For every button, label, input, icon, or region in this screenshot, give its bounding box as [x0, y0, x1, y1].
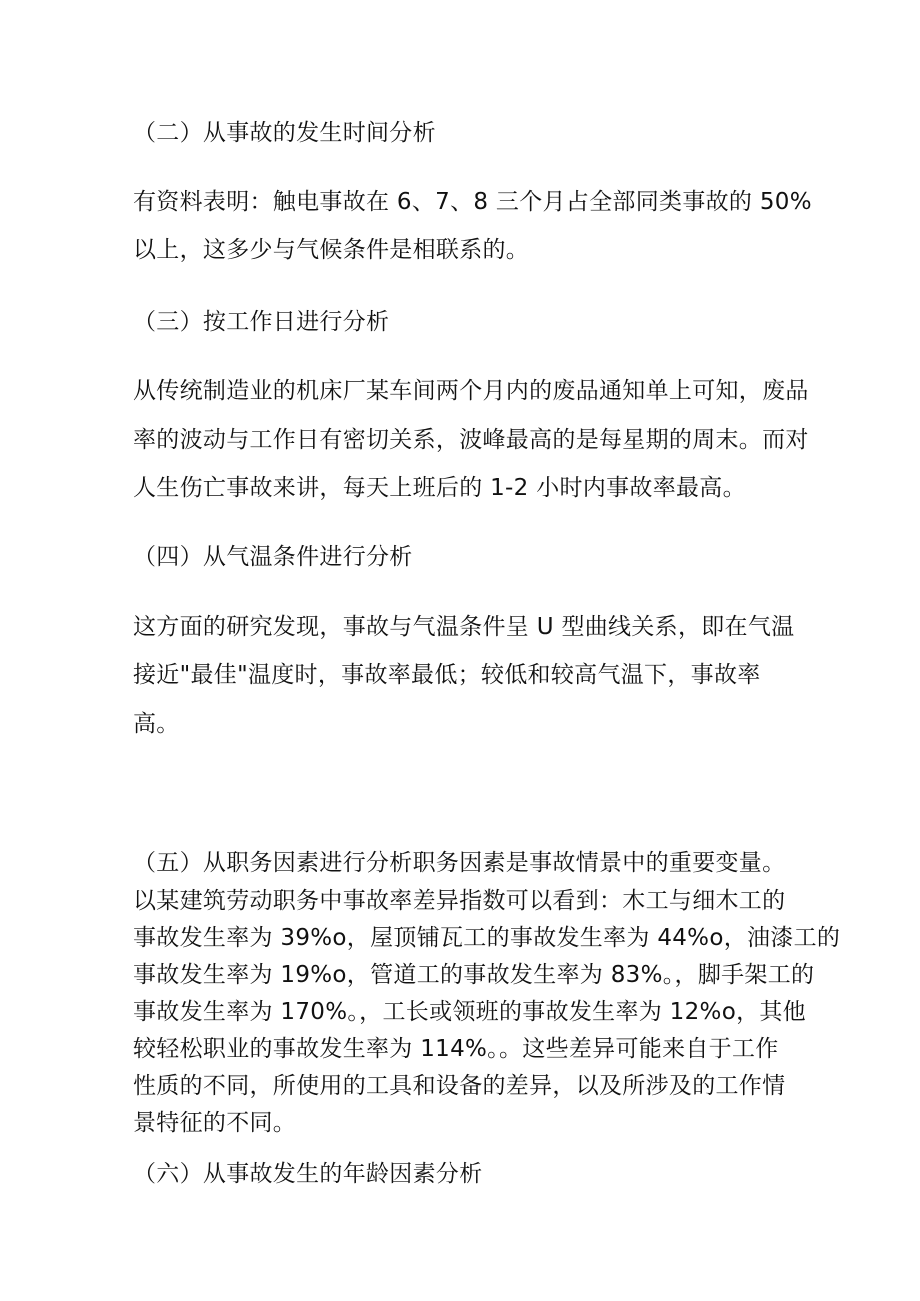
section-4-heading: （四）从气温条件进行分析 [133, 544, 413, 570]
section-3-heading: （三）按工作日进行分析 [133, 309, 390, 335]
section-5-paragraph-line-6: 较轻松职业的事故发生率为 114%。。这些差异可能来自于工作 [133, 1036, 779, 1062]
section-5-paragraph-line-5: 事故发生率为 170%。，工长或领班的事故发生率为 12%o，其他 [133, 999, 806, 1025]
section-2-heading: （二）从事故的发生时间分析 [133, 120, 436, 146]
section-5-paragraph-line-4: 事故发生率为 19%o，管道工的事故发生率为 83%。，脚手架工的 [133, 962, 815, 988]
section-6-heading: （六）从事故发生的年龄因素分析 [133, 1161, 483, 1187]
section-4-paragraph-line-3: 高。 [133, 711, 180, 737]
section-2-paragraph-line-2: 以上，这多少与气候条件是相联系的。 [133, 237, 530, 263]
section-4-paragraph-line-2: 接近"最佳"温度时，事故率最低；较低和较高气温下，事故率 [133, 662, 761, 688]
section-3-paragraph-line-1: 从传统制造业的机床厂某车间两个月内的废品通知单上可知，废品 [133, 378, 809, 404]
section-4-paragraph-line-1: 这方面的研究发现，事故与气温条件呈 U 型曲线关系，即在气温 [133, 614, 795, 640]
section-5-paragraph-line-1: （五）从职务因素进行分析职务因素是事故情景中的重要变量。 [133, 850, 786, 876]
section-5-paragraph-line-7: 性质的不同，所使用的工具和设备的差异，以及所涉及的工作情 [133, 1073, 786, 1099]
section-2-paragraph-line-1: 有资料表明：触电事故在 6、7、8 三个月占全部同类事故的 50% [133, 189, 812, 215]
section-5-paragraph-line-3: 事故发生率为 39%o，屋顶铺瓦工的事故发生率为 44%o，油漆工的 [133, 925, 841, 951]
section-3-paragraph-line-2: 率的波动与工作日有密切关系，波峰最高的是每星期的周末。而对 [133, 427, 809, 453]
section-5-paragraph-line-2: 以某建筑劳动职务中事故率差异指数可以看到：木工与细木工的 [133, 888, 786, 914]
section-3-paragraph-line-3: 人生伤亡事故来讲，每天上班后的 1-2 小时内事故率最高。 [133, 475, 746, 501]
section-5-paragraph-line-8: 景特征的不同。 [133, 1110, 297, 1136]
